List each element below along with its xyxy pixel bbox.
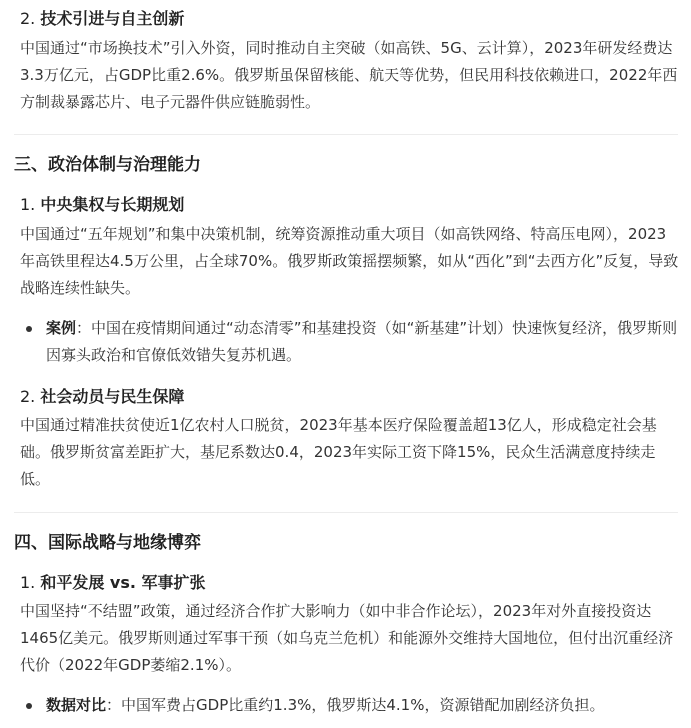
bullet-separator: ： [106, 696, 122, 714]
subheading-title: 和平发展 vs. 军事扩张 [40, 573, 206, 592]
subheading-number: 1. [20, 195, 36, 214]
subheading-peace-vs-military [20, 572, 206, 594]
paragraph-peace-vs-military: 中国坚持“不结盟”政策，通过经济合作扩大影响力（如中非合作论坛），2023年对外直接投资达1465亿美元。俄罗斯则通过军事干预（如乌克兰危机）和能源外交维持大国地位，但付出沉重经济代价（2022年GDP萎缩2.1%）。 [20, 602, 674, 674]
subheading-tech-innovation [20, 8, 184, 30]
subheading-title: 社会动员与民生保障 [40, 387, 185, 406]
section-divider [14, 134, 678, 135]
subheading-number: 2. [20, 387, 36, 406]
paragraph-tech-innovation: 中国通过“市场换技术”引入外资，同时推动自主突破（如高铁、5G、云计算），2023年研发经费达3.3万亿元，占GDP比重2.6%。俄罗斯虽保留核能、航天等优势，但民用科技依赖进口，2022年西方制裁暴露芯片、电子元器件供应链脆弱性。 [20, 39, 678, 111]
subheading-number: 1. [20, 573, 36, 592]
subheading-central-planning [20, 194, 184, 216]
section-heading-politics: 三、政治体制与治理能力 [14, 155, 201, 175]
subheading-title: 中央集权与长期规划 [40, 195, 185, 214]
bullet-body: 中国在疫情期间通过“动态清零”和基建投资（如“新基建”计划）快速恢复经济，俄罗斯则因寡头政治和官僚低效错失复苏机遇。 [46, 319, 678, 364]
bullet-body: 中国军费占GDP比重约1.3%，俄罗斯达4.1%，资源错配加剧经济负担。 [121, 696, 605, 714]
bullet-dot-icon [26, 703, 32, 709]
subheading-number: 2. [20, 9, 36, 28]
paragraph-social-mobilization: 中国通过精准扶贫使近1亿农村人口脱贫，2023年基本医疗保险覆盖超13亿人，形成稳定社会基础。俄罗斯贫富差距扩大，基尼系数达0.4，2023年实际工资下降15%，民众生活满意度持续走低。 [20, 416, 657, 488]
subheading-title: 技术引进与自主创新 [40, 9, 185, 28]
subheading-social-mobilization [20, 386, 184, 408]
bullet-dot-icon [26, 326, 32, 332]
bullet-separator: ： [76, 319, 92, 337]
section-heading-strategy: 四、国际战略与地缘博弈 [14, 533, 201, 553]
paragraph-central-planning: 中国通过“五年规划”和集中决策机制，统筹资源推动重大项目（如高铁网络、特高压电网），2023年高铁里程达4.5万公里，占全球70%。俄罗斯政策摇摆频繁，如从“西化”到“去西方化”反复，导致战略连续性缺失。 [20, 225, 679, 297]
section-divider [14, 512, 678, 513]
bullet-text [46, 692, 680, 719]
bullet-lead: 案例 [46, 319, 77, 337]
bullet-lead: 数据对比 [46, 696, 107, 714]
bullet-text [46, 315, 680, 369]
